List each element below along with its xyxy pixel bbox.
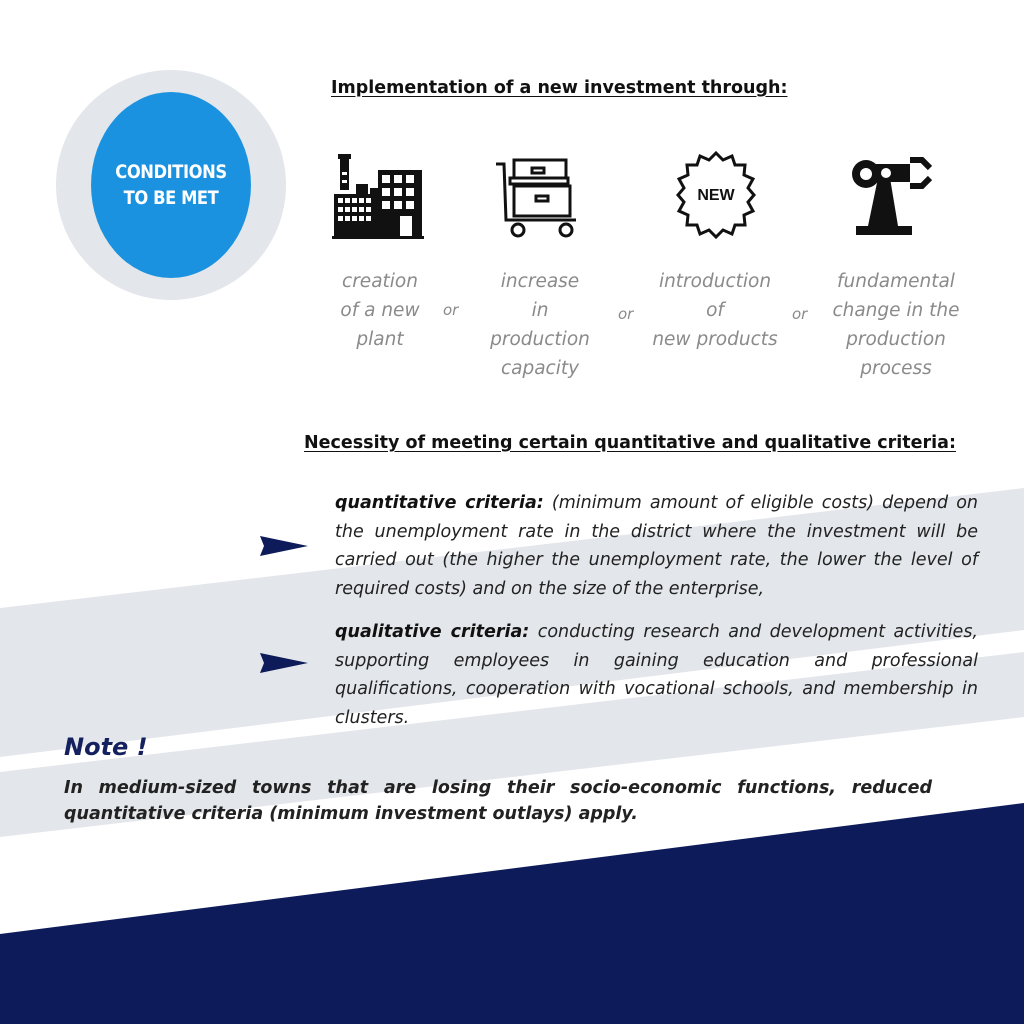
option-line: capacity [500, 358, 580, 379]
option-line: process [860, 358, 932, 379]
badge-line-2: TO BE MET [123, 187, 219, 209]
option-line: production [490, 329, 590, 350]
conditions-badge [91, 92, 251, 278]
factory-icon [332, 150, 428, 240]
option-process-change [821, 267, 971, 383]
option-new-plant [305, 267, 455, 354]
robot-arm-icon [846, 150, 942, 240]
qualitative-criteria-label: qualitative criteria: [335, 622, 530, 642]
option-line: change in the [832, 300, 960, 321]
option-line: creation [342, 271, 418, 292]
note-title: Note ! [64, 733, 148, 761]
quantitative-criteria-label: quantitative criteria: [335, 493, 544, 513]
qualitative-criteria-text [335, 618, 978, 732]
option-production-capacity [465, 267, 615, 383]
option-line: fundamental [837, 271, 955, 292]
or-separator: or [443, 301, 459, 319]
quantitative-criteria-text [335, 489, 978, 603]
arrow-bullet-icon [260, 534, 310, 558]
option-line: production [846, 329, 946, 350]
option-line: of a new [340, 300, 420, 321]
cart-boxes-icon [492, 150, 588, 240]
or-separator: or [618, 305, 634, 323]
new-badge-icon [668, 150, 764, 240]
quantitative-criteria-body: (minimum amount of eligible costs) depend on the unemployment rate in the district where the investment will be carried out (the higher the unemployment rate, the lower the level of required costs) and on the size of the enterprise, [335, 493, 978, 599]
note-text: In medium-sized towns that are losing their socio-economic functions, reduced quantitative criteria (minimum investment outlays) apply. [64, 778, 932, 824]
option-line: increase [500, 271, 580, 292]
navy-band [0, 803, 1024, 1024]
section1-title: Implementation of a new investment through: [331, 78, 788, 98]
option-line: of [706, 300, 724, 321]
option-new-products [640, 267, 790, 354]
option-line: plant [356, 329, 404, 350]
or-separator: or [792, 305, 808, 323]
option-line: new products [652, 329, 778, 350]
new-badge-text: NEW [697, 187, 735, 204]
qualitative-criteria-body: conducting research and development activities, supporting employees in gaining education and professional qualifications, cooperation with vocational schools, and membership in clusters. [335, 622, 978, 728]
option-line: in [531, 300, 549, 321]
option-line: introduction [658, 271, 772, 292]
arrow-bullet-icon [260, 651, 310, 675]
badge-line-1: CONDITIONS [115, 161, 227, 183]
section2-title: Necessity of meeting certain quantitative and qualitative criteria: [304, 433, 956, 453]
